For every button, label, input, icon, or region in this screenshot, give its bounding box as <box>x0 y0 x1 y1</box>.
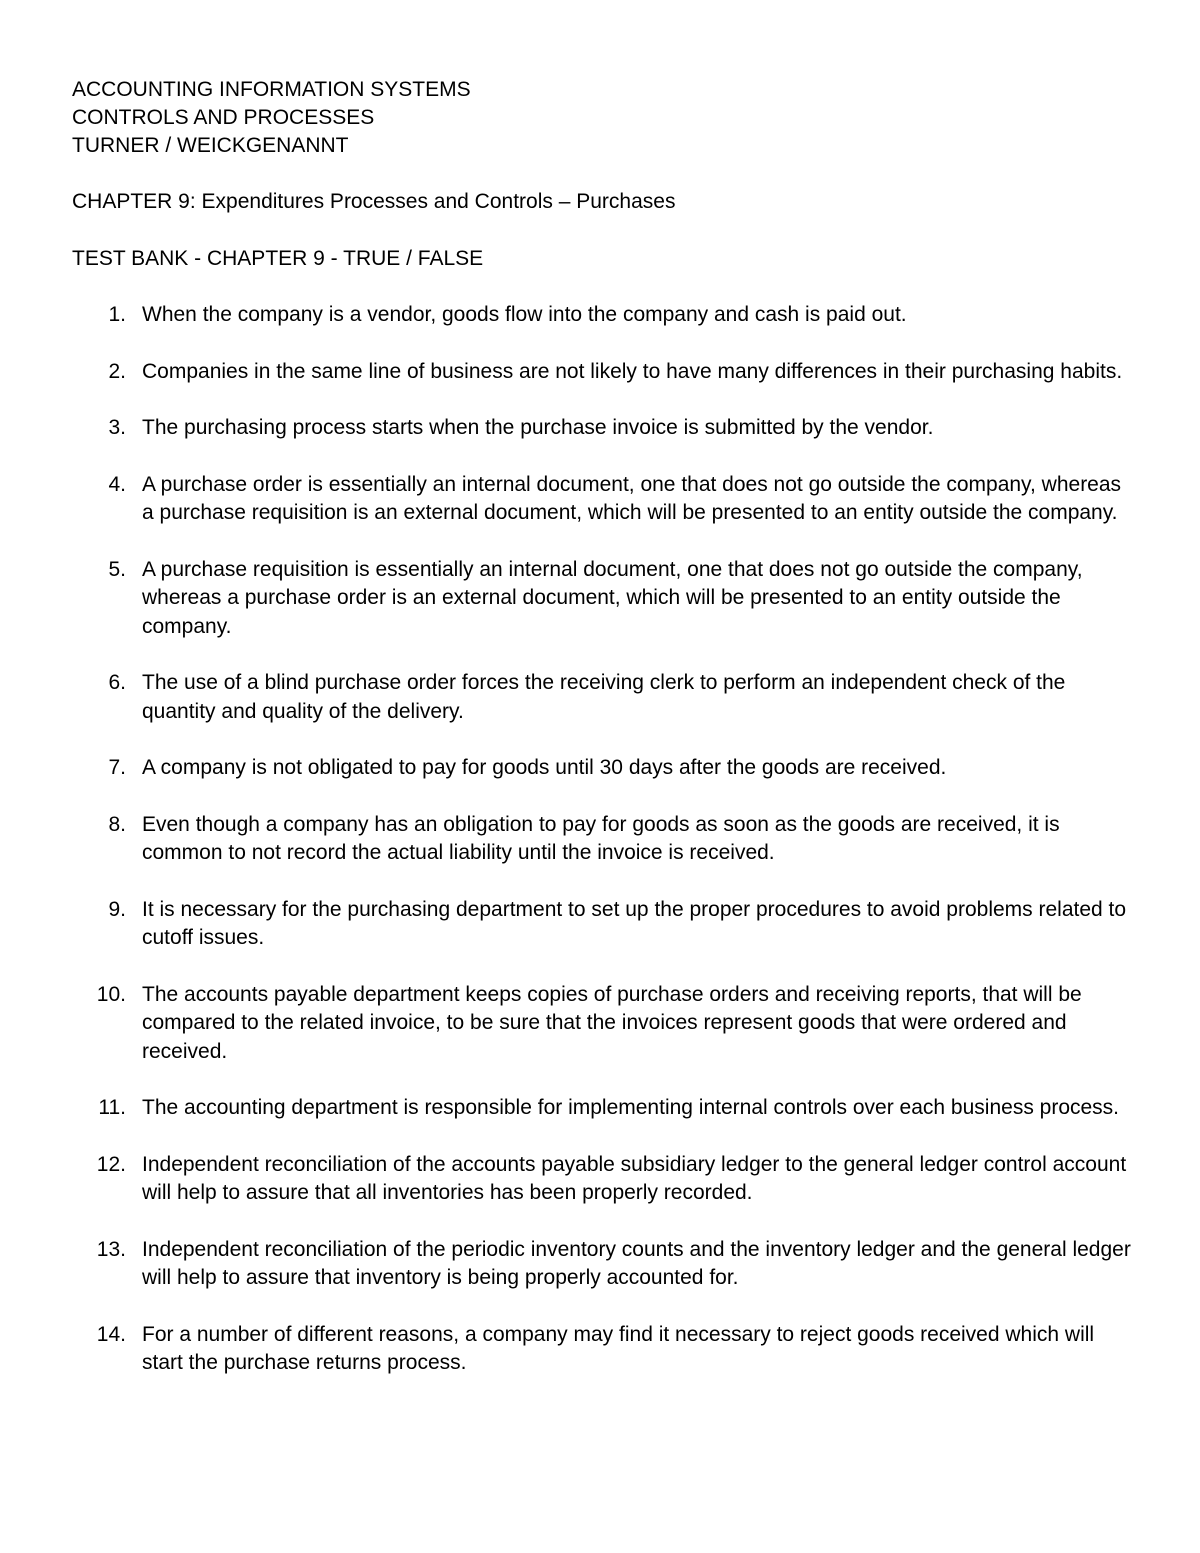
question-number: 10. <box>96 982 126 1006</box>
question-item <box>0 471 1200 528</box>
document-header <box>72 76 471 160</box>
question-number: 5. <box>108 557 126 581</box>
question-text: Independent reconciliation of the accounts payable subsidiary ledger to the general ledger control account will help to assure that all inventories has been properly recorded. <box>142 1152 1127 1204</box>
question-number: 13. <box>96 1237 126 1261</box>
question-text: Even though a company has an obligation to pay for goods as soon as the goods are received, it is common to not record the actual liability until the invoice is received. <box>142 812 1060 864</box>
question-list <box>0 301 1200 1406</box>
question-number: 3. <box>108 416 126 439</box>
question-text: When the company is a vendor, goods flow into the company and cash is paid out. <box>142 303 907 326</box>
question-text: It is necessary for the purchasing department to set up the proper procedures to avoid problems related to cutoff issues. <box>142 897 1127 949</box>
question-text: A purchase order is essentially an internal document, one that does not go outside the company, whereas a purchase requisition is an external document, which will be presented to an entity outside the company. <box>142 472 1122 524</box>
question-item <box>0 669 1200 726</box>
question-number: 12. <box>96 1152 126 1176</box>
question-item <box>0 754 1200 783</box>
question-item <box>0 414 1200 443</box>
question-number: 8. <box>108 812 126 836</box>
question-number: 1. <box>108 303 126 326</box>
question-number: 4. <box>108 472 126 496</box>
question-text: The purchasing process starts when the purchase invoice is submitted by the vendor. <box>142 416 934 439</box>
section-title: TEST BANK - CHAPTER 9 - TRUE / FALSE <box>72 247 484 270</box>
question-text: Companies in the same line of business are not likely to have many differences in their purchasing habits. <box>142 359 1123 383</box>
book-subtitle: CONTROLS AND PROCESSES <box>72 106 375 129</box>
question-item <box>0 981 1200 1067</box>
chapter-title: CHAPTER 9: Expenditures Processes and Controls – Purchases <box>72 190 676 213</box>
question-number: 6. <box>108 671 126 694</box>
question-text: The accounts payable department keeps copies of purchase orders and receiving reports, that will be compared to the related invoice, to be sure that the invoices represent goods that were ordered and received. <box>142 982 1082 1063</box>
question-item <box>0 556 1200 642</box>
question-text: The accounting department is responsible for implementing internal controls over each business process. <box>142 1096 1120 1119</box>
question-item <box>0 1321 1200 1378</box>
question-item <box>0 896 1200 953</box>
question-text: The use of a blind purchase order forces the receiving clerk to perform an independent check of the quantity and quality of the delivery. <box>142 671 1066 723</box>
question-number: 7. <box>108 756 126 779</box>
book-title: ACCOUNTING INFORMATION SYSTEMS <box>72 78 471 101</box>
question-text: Independent reconciliation of the periodic inventory counts and the inventory ledger and the general ledger will help to assure that inventory is being properly accounted for. <box>142 1237 1131 1289</box>
question-number: 11. <box>98 1096 126 1119</box>
question-number: 2. <box>108 359 126 383</box>
question-item <box>0 301 1200 330</box>
book-authors: TURNER / WEICKGENANNT <box>72 134 349 157</box>
question-number: 9. <box>108 897 126 921</box>
question-text: For a number of different reasons, a company may find it necessary to reject goods received which will start the purchase returns process. <box>142 1322 1095 1374</box>
question-item <box>0 1094 1200 1123</box>
question-item <box>0 358 1200 387</box>
question-text: A company is not obligated to pay for goods until 30 days after the goods are received. <box>142 756 947 779</box>
question-item <box>0 811 1200 868</box>
question-text: A purchase requisition is essentially an internal document, one that does not go outside the company, whereas a purchase order is an external document, which will be presented to an entity outside the company. <box>142 557 1083 638</box>
question-item <box>0 1236 1200 1293</box>
question-item <box>0 1151 1200 1208</box>
question-number: 14. <box>96 1322 126 1346</box>
